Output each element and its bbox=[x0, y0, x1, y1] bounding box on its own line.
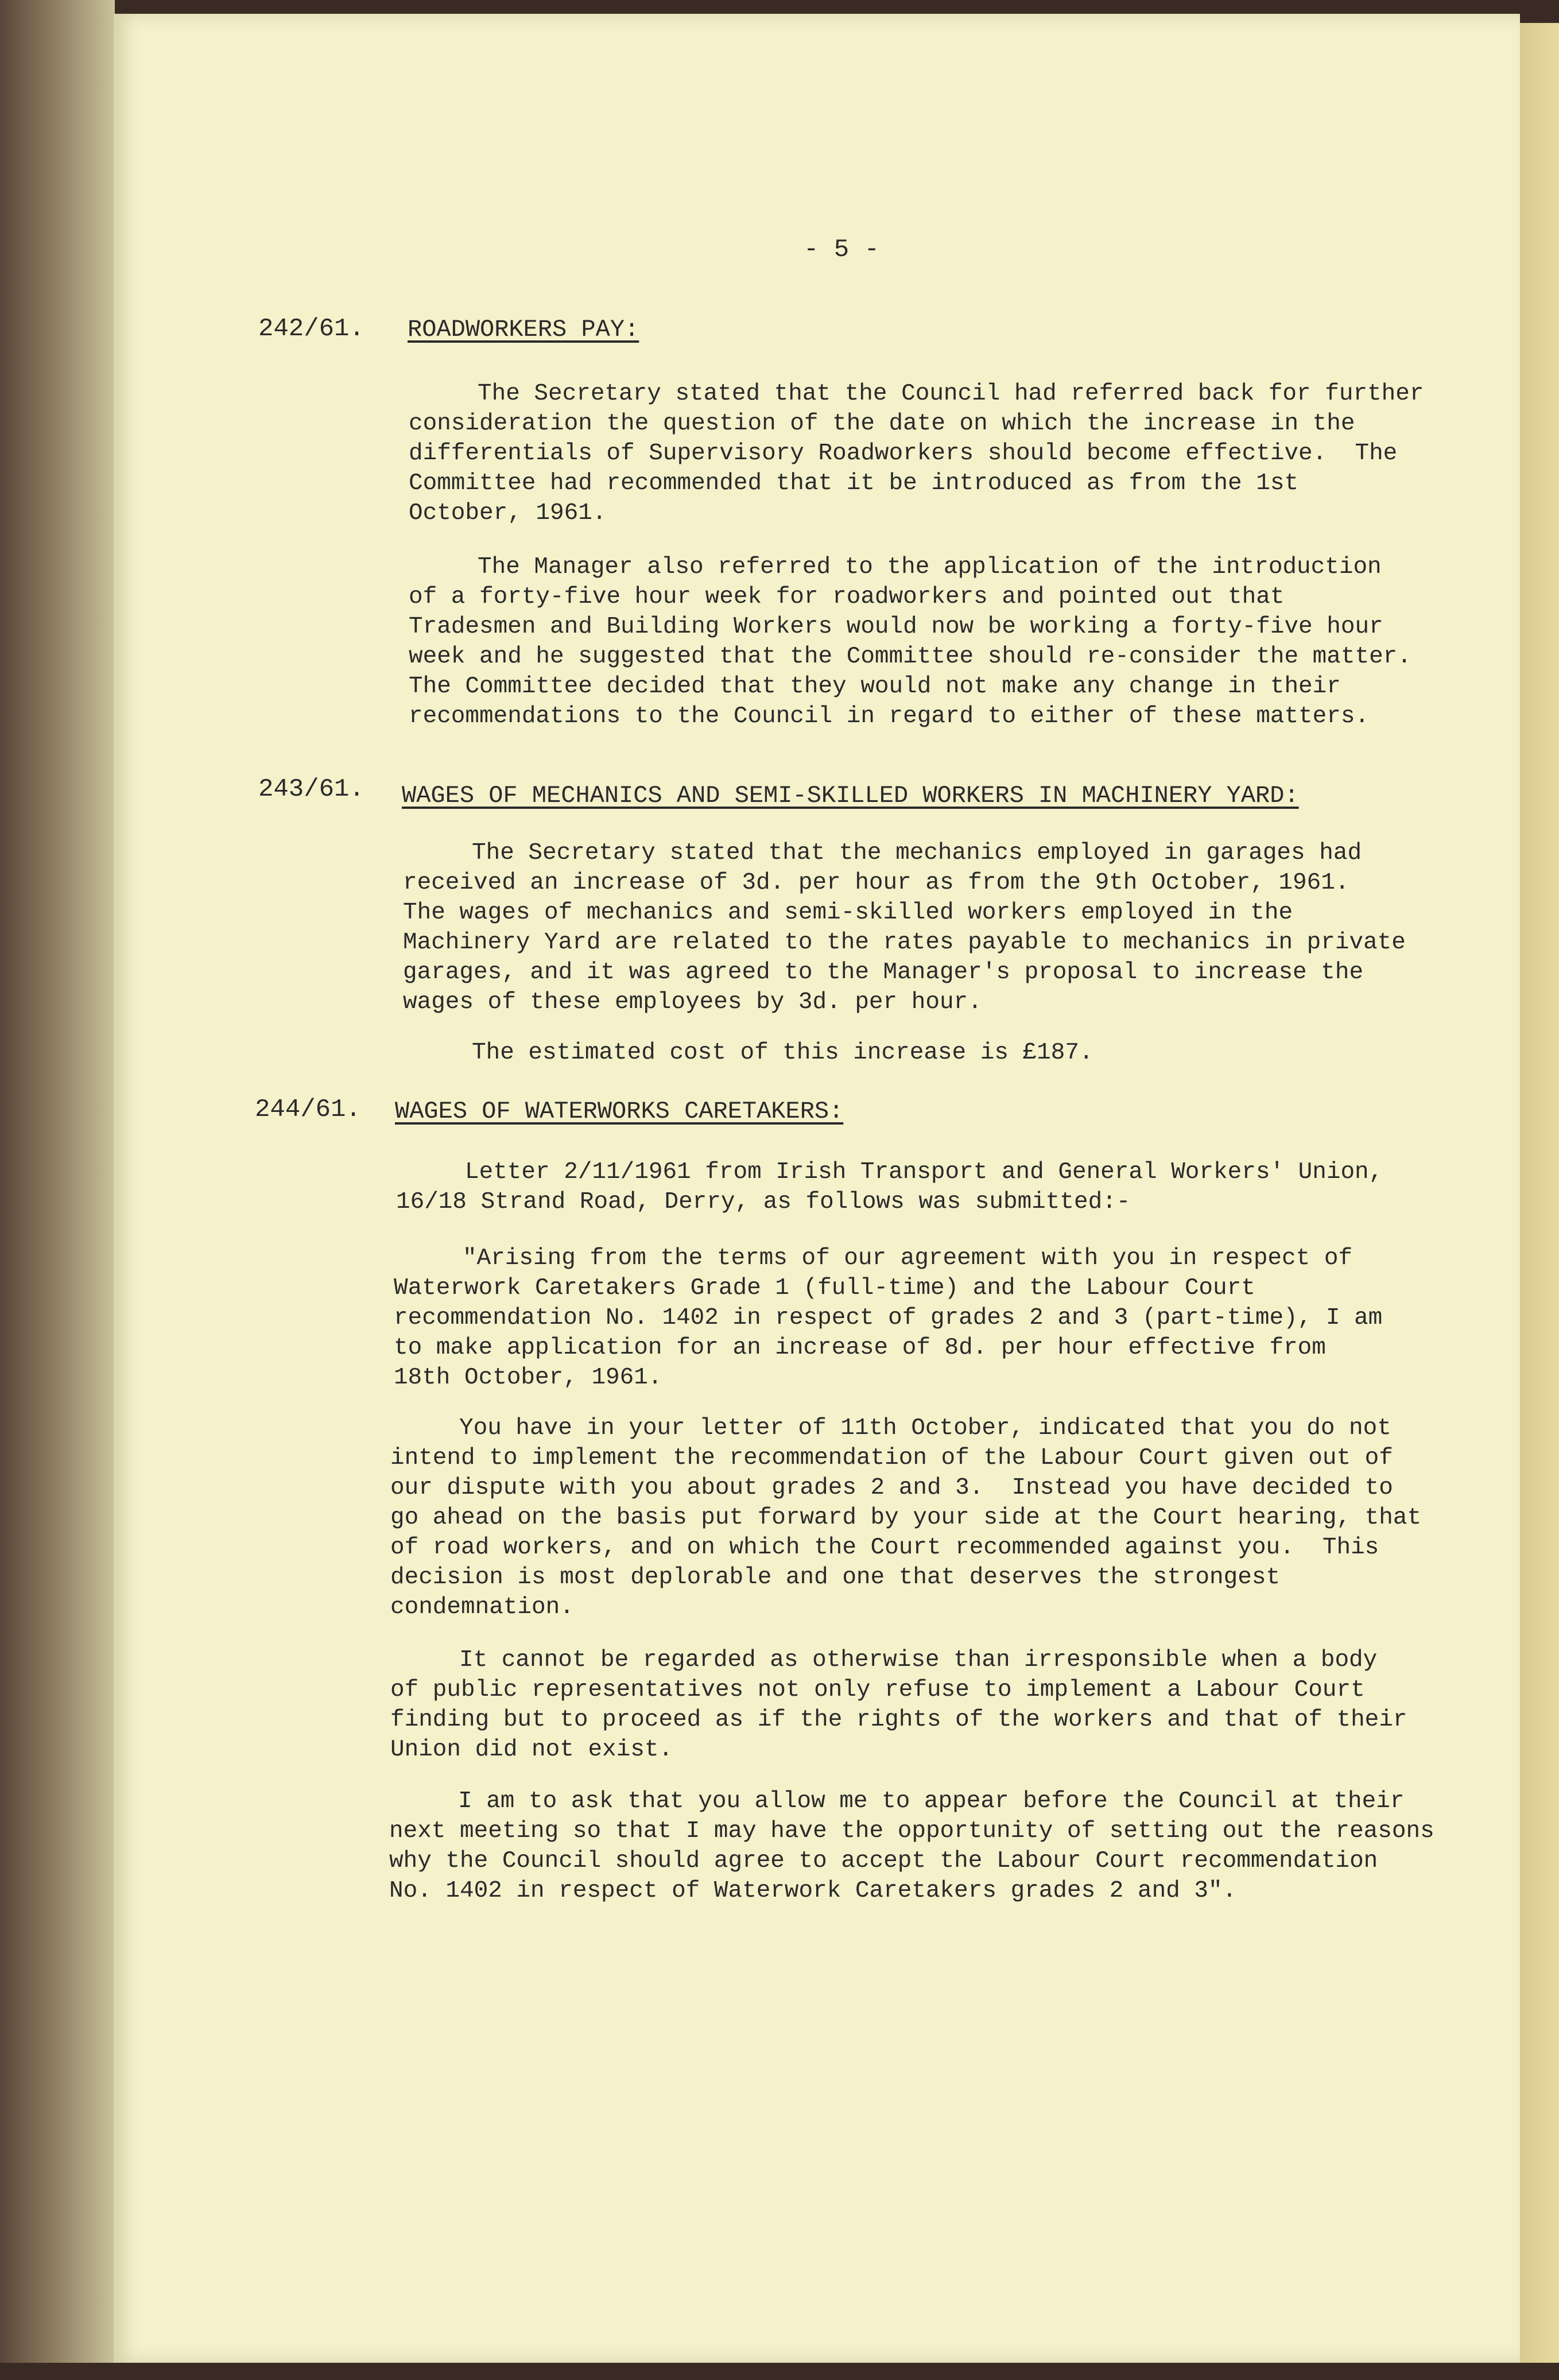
page-number: - 5 - bbox=[804, 235, 880, 264]
heading-wages-mechanics: WAGES OF MECHANICS AND SEMI-SKILLED WORKERS IN MACHINERY YARD: bbox=[402, 782, 1299, 809]
book-binding bbox=[0, 0, 115, 2380]
page-edge-strip bbox=[1520, 23, 1559, 2363]
paragraph-243-2: The estimated cost of this increase is £187. bbox=[472, 1040, 1093, 1066]
paragraph-244-2: "Arising from the terms of our agreement with you in respect of Waterwork Caretakers Grade 1 (full-time) and the Labour Court recommendation No. 1402 in respect of grades 2 and 3 (part-time), I am to make application for an increase of 8d. per hour effective from 18th October, 1961. bbox=[394, 1245, 1383, 1391]
paragraph-244-3: You have in your letter of 11th October, indicated that you do not intend to implement the recommendation of the Labour Court given out of our dispute with you about grades 2 and 3. Instead you have decided to go ahead on the basis put forward by your side at the Court hearing, that of road workers, and on which the Court recommended against you. This decision is most deplorable and one that deserves the strongest condemnation. bbox=[390, 1415, 1422, 1621]
paragraph-242-1: The Secretary stated that the Council had referred back for further consideration the question of the date on which the increase in the differentials of Supervisory Roadworkers should become effective. The Committee had recommended that it be introduced as from the 1st October, 1961. bbox=[409, 381, 1424, 526]
heading-roadworkers-pay: ROADWORKERS PAY: bbox=[408, 316, 639, 343]
paragraph-244-4: It cannot be regarded as otherwise than irresponsible when a body of public representatives not only refuse to implement a Labour Court finding but to proceed as if the rights of the workers and that of their Union did not exist. bbox=[390, 1647, 1407, 1763]
paragraph-244-5: I am to ask that you allow me to appear before the Council at their next meeting so that I may have the opportunity of setting out the reasons why the Council should agree to accept the Labour Court recommendation No. 1402 in respect of Waterwork Caretakers grades 2 and 3". bbox=[389, 1788, 1434, 1904]
minute-number-243: 243/61. bbox=[258, 775, 364, 804]
heading-waterworks-caretakers: WAGES OF WATERWORKS CARETAKERS: bbox=[395, 1098, 844, 1125]
scan-top-edge bbox=[0, 0, 1559, 15]
minute-number-244: 244/61. bbox=[255, 1095, 361, 1124]
minute-number-242: 242/61. bbox=[258, 315, 364, 343]
scan-bottom-edge bbox=[0, 2363, 1559, 2380]
paragraph-243-1: The Secretary stated that the mechanics employed in garages had received an increase of 3d. per hour as from the 9th October, 1961. The wages of mechanics and semi-skilled workers employed in the Machinery Yard are related to the rates payable to mechanics in private garages, and it was agreed to the Manager's proposal to increase the wages of these employees by 3d. per hour. bbox=[403, 840, 1406, 1015]
paragraph-242-2: The Manager also referred to the application of the introduction of a forty-five hour week for roadworkers and pointed out that Tradesmen and Building Workers would now be working a forty-five hour week and he suggested that the Committee should re-consider the matter. The Committee decided that they would not make any change in their recommendations to the Council in regard to either of these matters. bbox=[409, 554, 1411, 730]
paragraph-244-1: Letter 2/11/1961 from Irish Transport and General Workers' Union, 16/18 Strand Road, Derry, as follows was submitted:- bbox=[396, 1159, 1383, 1215]
